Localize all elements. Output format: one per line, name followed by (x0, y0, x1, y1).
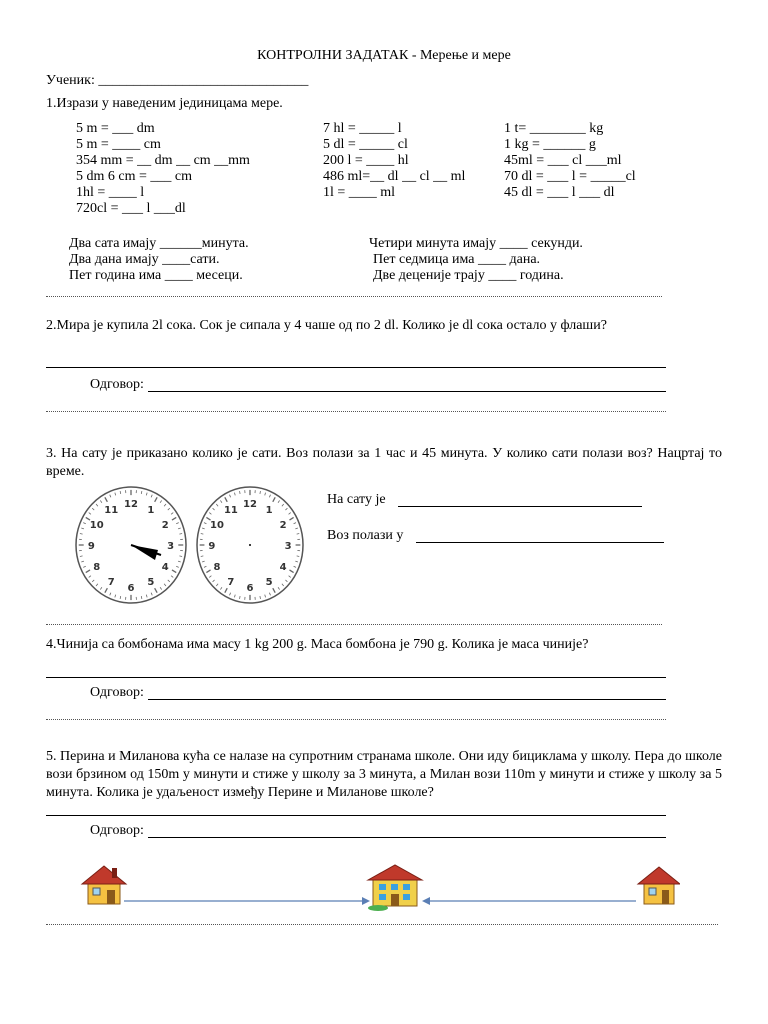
clock-number: 1 (265, 504, 273, 516)
house-left-icon (82, 866, 126, 904)
time-question: Два дана имају ____сати. (69, 252, 220, 267)
conversion-item: 720cl = ___ l ___dl (76, 201, 186, 216)
clock-number: 2 (161, 520, 169, 532)
answer-label: Одговор: (90, 377, 144, 392)
divider (46, 924, 718, 925)
answer-line[interactable] (148, 699, 666, 700)
student-name-field[interactable]: Ученик: ______________________________ (46, 73, 309, 88)
conversion-item: 5 dm 6 cm = ___ cm (76, 169, 192, 184)
clock-number: 10 (209, 520, 224, 532)
conversion-item: 354 mm = __ dm __ cm __mm (76, 153, 250, 168)
time-questions-right (369, 236, 583, 284)
arrow-right-icon (362, 897, 370, 905)
clock-number: 4 (161, 561, 169, 573)
clock-tick (141, 491, 142, 494)
clock-number: 2 (279, 520, 287, 532)
task3-question: 3. На сату је приказано колико је сати. Воз полази за 1 час и 45 минута. У колико сати полази воз? Нацртај то време. (46, 446, 722, 479)
task1-col2 (323, 121, 465, 201)
time-question: Четири минута имају ____ секунди. (369, 236, 583, 251)
page-title: КОНТРОЛНИ ЗАДАТАК - Мерење и мере (257, 48, 511, 63)
train-time-answer-line[interactable] (416, 542, 664, 543)
clock-number: 6 (246, 582, 254, 594)
conversion-item: 70 dl = ___ l = _____cl (504, 169, 636, 184)
clock-number: 12 (124, 499, 138, 511)
conversion-item: 1 t= ________ kg (504, 121, 604, 136)
task1-col1 (76, 121, 250, 217)
answer-line[interactable] (148, 837, 666, 838)
clock-time-label: На сату је (327, 492, 386, 507)
conversion-item: 45ml = ___ cl ___ml (504, 153, 622, 168)
answer-label: Одговор: (90, 823, 144, 838)
clock-number: 10 (89, 520, 104, 532)
blank-clock-icon[interactable] (194, 484, 306, 606)
task2-question: 2.Мира је купила 2l сока. Сок је сипала у 4 чаше од по 2 dl. Колико је dl сока остало у флаши? (46, 318, 607, 333)
conversion-item: 200 l = ____ hl (323, 153, 409, 168)
conversion-item: 5 m = ___ dm (76, 121, 155, 136)
clock-tick (120, 596, 121, 599)
clock-number: 4 (279, 561, 287, 573)
conversion-item: 1hl = ____ l (76, 185, 145, 200)
clock-tick (240, 491, 241, 494)
conversion-item: 7 hl = _____ l (323, 121, 402, 136)
clock-number: 9 (208, 541, 216, 552)
divider (46, 411, 666, 412)
clock-number: 9 (87, 541, 95, 552)
answer-line[interactable] (46, 677, 666, 678)
task1-col3 (504, 121, 636, 201)
clock-tick (260, 596, 261, 599)
clock-tick (260, 491, 261, 494)
conversion-item: 1l = ____ ml (323, 185, 396, 200)
time-questions-left (69, 236, 249, 284)
clock-number: 5 (265, 577, 273, 589)
clock-number: 12 (243, 499, 257, 511)
task4-question: 4.Чинија са бомбонама има масу 1 kg 200 g. Маса бомбона је 790 g. Колика је маса чиније? (46, 637, 589, 652)
house-right-icon (638, 867, 680, 904)
answer-line[interactable] (46, 367, 666, 368)
clock-number: 1 (147, 504, 155, 516)
divider (46, 719, 666, 720)
clock-number: 5 (147, 577, 155, 589)
clock-tick (240, 596, 241, 599)
clock-number: 7 (227, 577, 235, 589)
time-question: Пет година има ____ месеци. (69, 268, 243, 283)
divider (46, 296, 662, 297)
clock-number: 3 (167, 541, 175, 552)
conversion-item: 5 dl = _____ cl (323, 137, 408, 152)
answer-line[interactable] (46, 815, 666, 816)
arrow-left-icon (422, 897, 430, 905)
conversion-item: 5 m = ____ cm (76, 137, 161, 152)
clock-time-answer-line[interactable] (398, 506, 642, 507)
clock-number: 11 (104, 504, 119, 516)
answer-line[interactable] (148, 391, 666, 392)
school-icon (368, 865, 422, 911)
route-illustration (80, 860, 680, 920)
time-question: Две деценије трају ____ година. (373, 268, 564, 283)
conversion-item: 1 kg = ______ g (504, 137, 596, 152)
clock-number: 7 (107, 577, 115, 589)
clock-number: 3 (284, 541, 292, 552)
clock-number: 6 (127, 582, 135, 594)
clock-number: 11 (223, 504, 238, 516)
clock-tick (120, 491, 121, 494)
train-time-label: Воз полази у (327, 528, 404, 543)
conversion-item: 45 dl = ___ l ___ dl (504, 185, 615, 200)
answer-label: Одговор: (90, 685, 144, 700)
task1-heading: 1.Изрази у наведеним јединицама мере. (46, 96, 283, 111)
clock-tick (141, 596, 142, 599)
divider (46, 624, 662, 625)
time-question: Пет седмица има ____ дана. (373, 252, 541, 267)
clock-number: 8 (93, 561, 101, 573)
conversion-item: 486 ml=__ dl __ cl __ ml (323, 169, 466, 184)
task5-question: 5. Перина и Миланова кућа се налазе на супротним странама школе. Они иду бициклама у школу. Пера до школе вози брзином од 150m у минути и стиже у школу за 3 минута, а Милан вози 110m у минути и стиже у школу за 5 минута. Колика је удаљеност између Перине и Миланове школе? (46, 749, 722, 800)
time-question: Два сата имају ______минута. (69, 236, 249, 251)
clock-with-time-icon (72, 484, 190, 606)
clock-number: 8 (213, 561, 221, 573)
